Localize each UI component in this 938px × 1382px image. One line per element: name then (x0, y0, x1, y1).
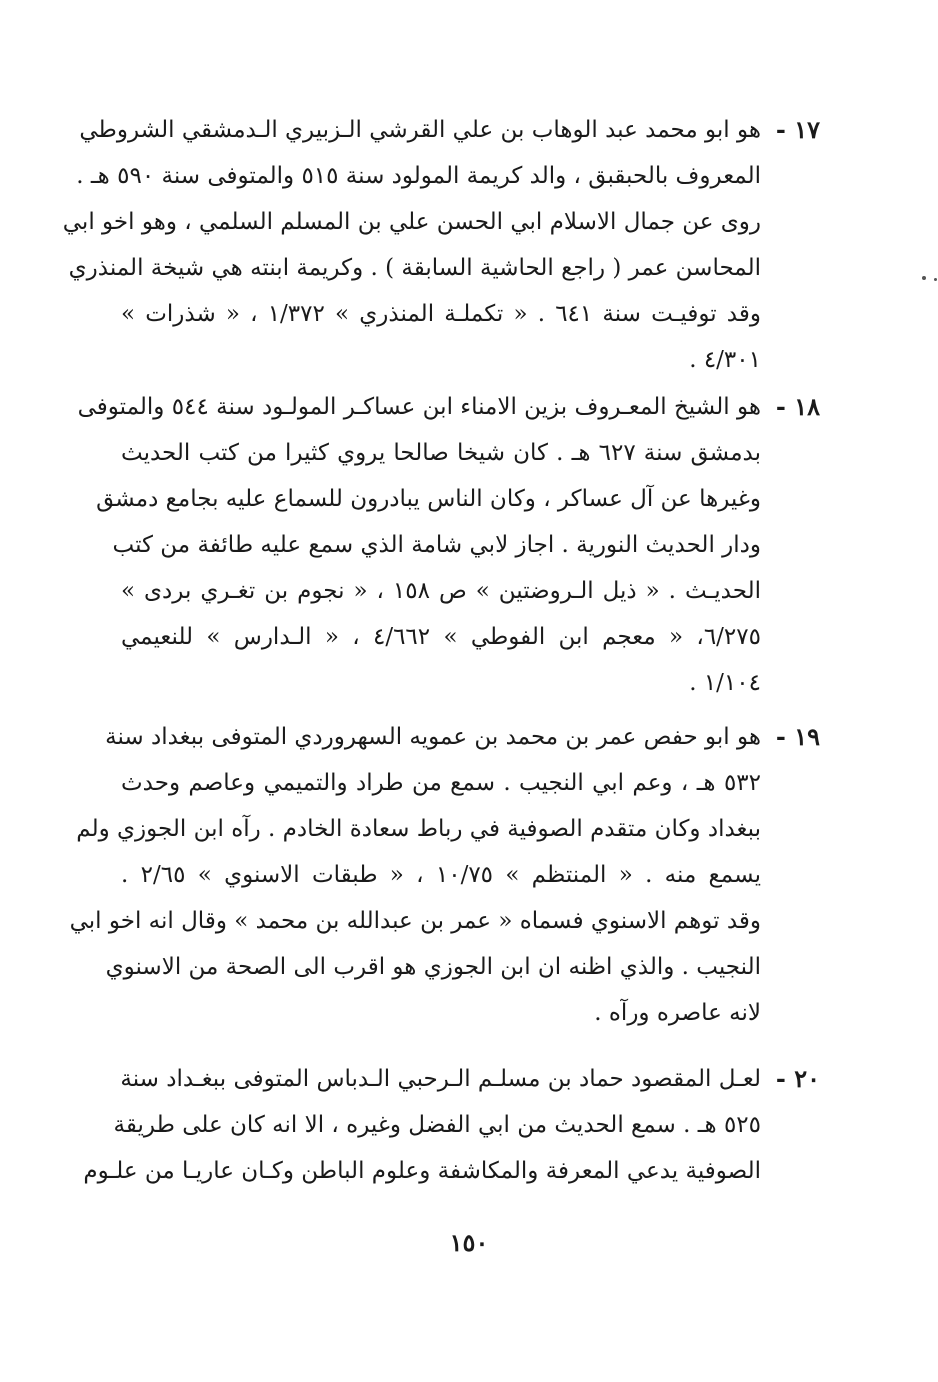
footnote-number: ٢٠ - (775, 1064, 820, 1093)
text-line: وقد توهم الاسنوي فسماه « عمر بن عبدالله بن محمد » وقال انه اخو ابي (69, 908, 761, 934)
text-line: المحاسن عمر ( راجع الحاشية السابقة ) . وكريمة ابنته هي شيخة المنذري (68, 255, 761, 281)
footnote-text (69, 714, 762, 1036)
text-line: ودار الحديث النورية . اجاز لابي شامة الذي سمع عليه طائفة من كتب (112, 532, 761, 558)
footnote-number: ١٩ - (775, 722, 820, 751)
text-line: ٦/٢٧٥، « معجم ابن الفوطي » ٤/٦٦٢ ، « الـدارس » للنعيمي (121, 624, 761, 650)
footnote-text (62, 107, 761, 383)
scan-speck (922, 276, 926, 280)
text-line: لعـل المقصود حماد بن مسلـم الـرحبي الـدباس المتوفى ببغـداد سنة (120, 1066, 761, 1092)
text-line: بدمشق سنة ٦٢٧ هـ . كان شيخا صالحا يروي كثيرا من كتب الحديث (121, 440, 761, 466)
text-line: الحديـث . « ذيل الـروضتين » ص ١٥٨ ، « نجوم بن تغـري بردى » (121, 578, 761, 604)
text-line: وغيرها عن آل عساكر ، وكان الناس يبادرون للسماع عليه بجامع دمشق (96, 486, 761, 512)
text-line: النجيب . والذي اظنه ان ابن الجوزي هو اقرب الى الصحة من الاسنوي (105, 954, 761, 980)
text-line: وقد توفيـت سنة ٦٤١ . « تكملـة المنذري » ١/٣٧٢ ، « شذرات » (121, 301, 761, 327)
text-line: الصوفية يدعي المعرفة والمكاشفة وعلوم الباطن وكـان عاريـا من علـوم (83, 1158, 761, 1184)
text-line: لانه عاصره ورآه . (594, 1000, 761, 1026)
text-line: المعروف بالحبقبق ، والد كريمة المولود سنة ٥١٥ والمتوفى سنة ٥٩٠ هـ . (76, 163, 761, 189)
footnote-number: ١٨ - (775, 392, 820, 421)
footnote-number: ١٧ - (775, 115, 820, 144)
text-line: يسمع منه . « المنتظم » ١٠/٧٥ ، « طبقات الاسنوي » ٢/٦٥ . (121, 862, 762, 888)
text-line: هو الشيخ المعـروف بزين الامناء ابن عساكـر المولـود سنة ٥٤٤ والمتوفى (77, 394, 761, 420)
text-line: ٥٣٢ هـ ، وعم ابي النجيب . سمع من طراد والتميمي وعاصم وحدث (121, 770, 761, 796)
page-number: ١٥٠ (449, 1228, 489, 1257)
text-line: ٤/٣٠١ . (689, 347, 761, 373)
footnote-text (83, 1056, 761, 1194)
text-line: هو ابو حفص عمر بن محمد بن عمويه السهروردي المتوفى ببغداد سنة (105, 724, 761, 750)
text-line: ١/١٠٤ . (689, 670, 761, 696)
scan-speck (934, 278, 937, 281)
text-line: روى عن جمال الاسلام ابي الحسن علي بن المسلم السلمي ، وهو اخو ابي (62, 209, 761, 235)
text-line: ٥٢٥ هـ . سمع الحديث من ابي الفضل وغيره ، الا انه كان على طريقة (113, 1112, 761, 1138)
footnote-text (77, 384, 761, 706)
text-line: هو ابو محمد عبد الوهاب بن علي القرشي الـزبيري الـدمشقي الشروطي (79, 117, 761, 143)
text-line: ببغداد وكان متقدم الصوفية في رباط سعادة الخادم . رآه ابن الجوزي ولم (76, 816, 761, 842)
